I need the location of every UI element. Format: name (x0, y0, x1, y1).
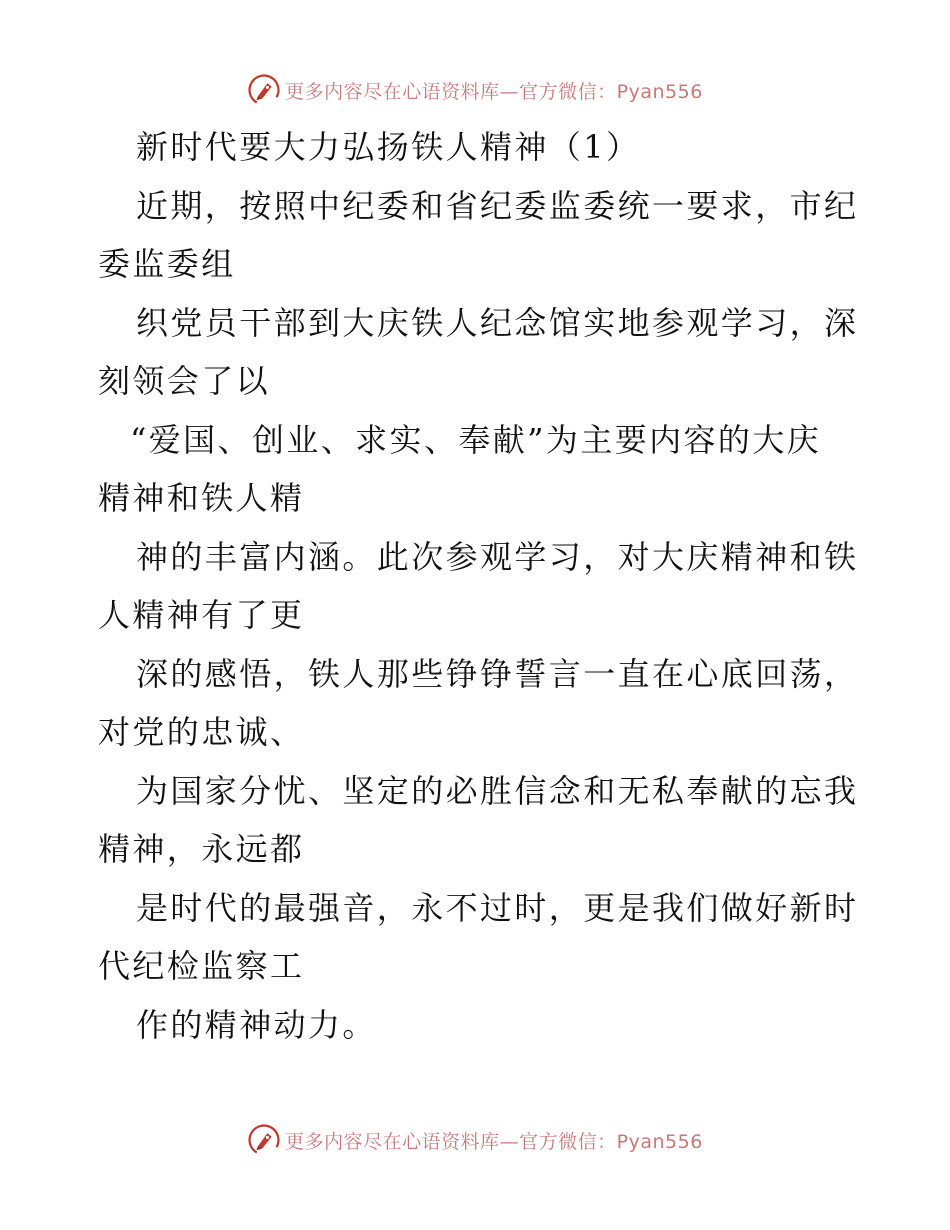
paragraph-line: 织党员干部到大庆铁人纪念馆实地参观学习，深 (136, 303, 859, 342)
paragraph-line: 为国家分忧、坚定的必胜信念和无私奉献的忘我 (136, 771, 859, 810)
paragraph-line: 对党的忠诚、 (98, 713, 305, 751)
paragraph-line: 代纪检监察工 (98, 947, 305, 985)
paragraph-line: 深的感悟，铁人那些铮铮誓言一直在心底回荡， (136, 654, 859, 693)
document-title: 新时代要大力弘扬铁人精神（1） (136, 128, 641, 166)
paragraph-line: 神的丰富内涵。此次参观学习，对大庆精神和铁 (136, 537, 859, 576)
footer-wechat-id: Pyan556 (616, 1130, 703, 1153)
paragraph-line: 刻领会了以 (98, 362, 271, 400)
header-banner-text: 更多内容尽在心语资料库—官方微信：Pyan556 (285, 80, 703, 103)
footer-banner-text: 更多内容尽在心语资料库—官方微信：Pyan556 (285, 1130, 703, 1153)
paragraph-line: 作的精神动力。 (136, 1005, 377, 1044)
paragraph-line: “爱国、创业、求实、奉献”为主要内容的大庆 (130, 420, 822, 459)
paragraph-line: 委监委组 (98, 245, 236, 283)
paragraph-line: 近期，按照中纪委和省纪委监委统一要求，市纪 (136, 186, 859, 225)
document-body (98, 118, 858, 1054)
paragraph-line: 是时代的最强音，永不过时，更是我们做好新时 (136, 888, 859, 927)
pen-nib-logo-icon (247, 1123, 281, 1157)
pen-nib-logo-icon (247, 73, 281, 107)
paragraph-line: 人精神有了更 (98, 596, 305, 634)
footer-banner (0, 1120, 950, 1160)
header-banner (0, 70, 950, 110)
paragraph-line: 精神和铁人精 (98, 479, 305, 517)
paragraph-line: 精神，永远都 (98, 830, 305, 868)
header-wechat-id: Pyan556 (616, 80, 703, 103)
